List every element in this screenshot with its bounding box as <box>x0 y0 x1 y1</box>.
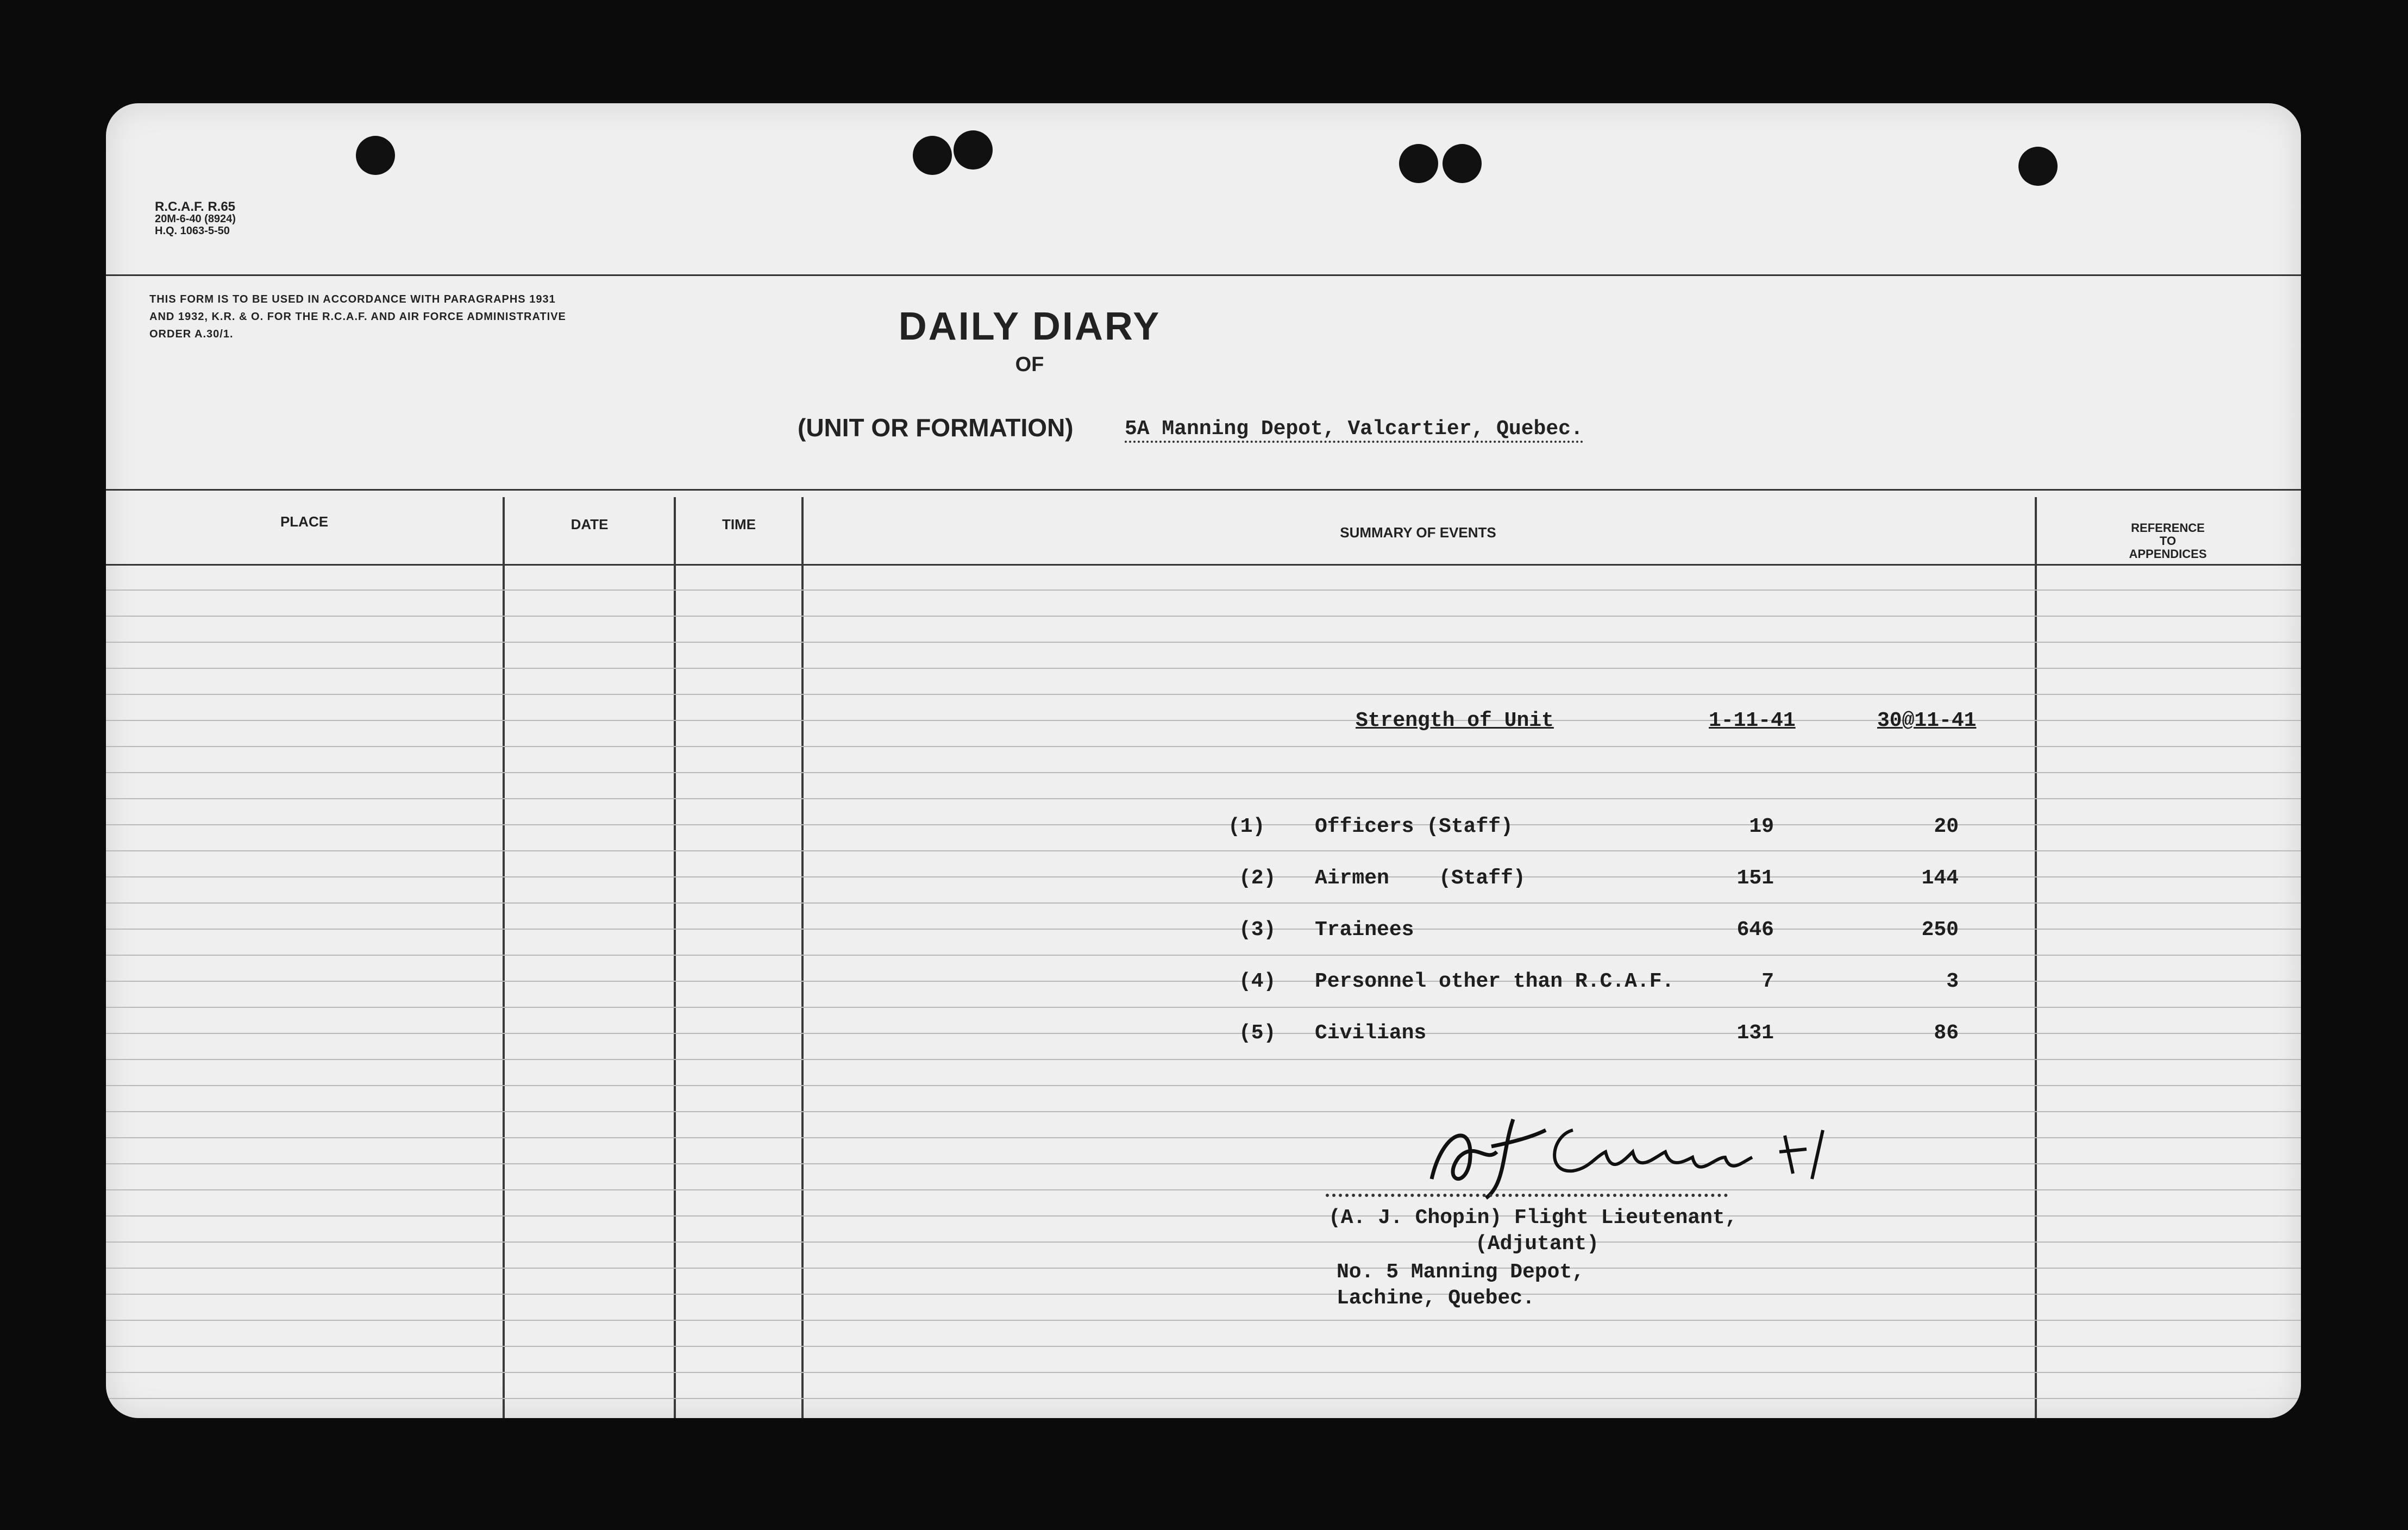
reference-line: TO <box>2159 534 2177 548</box>
column-header-time: TIME <box>722 516 756 532</box>
unit-value: 5A Manning Depot, Valcartier, Quebec. <box>1125 417 1583 443</box>
strength-row-label: Officers (Staff) <box>1315 815 1513 838</box>
strength-row-value-2: 3 <box>1946 970 1959 993</box>
form-code <box>155 201 236 237</box>
ruled-line <box>106 876 2301 877</box>
table-header-rule <box>106 564 2301 566</box>
ruled-line <box>106 902 2301 904</box>
ruled-line <box>106 1268 2301 1269</box>
punch-hole <box>2018 147 2058 186</box>
ruled-line <box>106 1346 2301 1347</box>
strength-row-num: (4) <box>1239 970 1276 993</box>
ruled-line <box>106 798 2301 799</box>
punch-hole <box>1399 144 1438 183</box>
strength-row-num: (3) <box>1239 918 1276 942</box>
strength-row-value-1: 7 <box>1761 970 1774 993</box>
form-title: DAILY DIARY <box>898 305 1161 348</box>
punch-hole <box>954 130 993 170</box>
form-of: OF <box>1015 353 1044 376</box>
diary-form-sheet <box>106 103 2301 1418</box>
ruled-line <box>106 1033 2301 1034</box>
ruled-line <box>106 1215 2301 1217</box>
strength-row-value-1: 151 <box>1736 867 1774 890</box>
ruled-line <box>106 1398 2301 1399</box>
strength-date-1: 1-11-41 <box>1709 709 1796 732</box>
ruled-line <box>106 772 2301 773</box>
form-code-line: 20M-6-40 (8924) <box>155 213 236 225</box>
ruled-line <box>106 694 2301 695</box>
strength-date-2: 30@11-41 <box>1877 709 1977 732</box>
strength-row-label: Civilians <box>1315 1021 1427 1045</box>
strength-row-value-2: 144 <box>1921 867 1959 890</box>
form-code-line: H.Q. 1063-5-50 <box>155 225 230 237</box>
column-header-date: DATE <box>570 516 609 532</box>
strength-row-label: Trainees <box>1315 918 1414 942</box>
column-divider <box>2035 497 2037 1418</box>
strength-row-num: (5) <box>1239 1021 1276 1045</box>
ruled-line <box>106 1007 2301 1008</box>
ruled-line <box>106 1372 2301 1373</box>
ruled-line <box>106 824 2301 825</box>
column-header-summary: SUMMARY OF EVENTS <box>1340 524 1496 541</box>
ruled-line <box>106 955 2301 956</box>
ruled-line <box>106 1111 2301 1112</box>
strength-row-value-2: 250 <box>1921 918 1959 942</box>
ruled-line <box>106 1137 2301 1138</box>
ruled-line <box>106 590 2301 591</box>
strength-row-label: Personnel other than R.C.A.F. <box>1315 970 1675 993</box>
signature-line <box>1326 1194 1728 1197</box>
ruled-line <box>106 1189 2301 1190</box>
signature-location: Lachine, Quebec. <box>1337 1287 1535 1310</box>
ruled-line <box>106 1163 2301 1164</box>
ruled-line <box>106 1294 2301 1295</box>
strength-row-num: (1) <box>1228 815 1265 838</box>
ruled-line <box>106 850 2301 851</box>
ruled-line <box>106 929 2301 930</box>
ruled-line <box>106 1085 2301 1086</box>
unit-label: (UNIT OR FORMATION) <box>798 413 1074 442</box>
signature-name: (A. J. Chopin) Flight Lieutenant, <box>1328 1206 1738 1230</box>
ruled-line <box>106 1241 2301 1243</box>
header-rule <box>106 274 2301 276</box>
strength-row-value-1: 19 <box>1749 815 1774 838</box>
signature-unit: No. 5 Manning Depot, <box>1337 1261 1585 1284</box>
strength-row-value-2: 20 <box>1934 815 1959 838</box>
form-instruction: THIS FORM IS TO BE USED IN ACCORDANCE WITH PARAGRAPHS 1931 AND 1932, K.R. & O. FOR THE R.C.A.F. AND AIR FORCE ADMINISTRATIVE ORDER A.30/1. <box>149 293 566 340</box>
strength-row-value-1: 131 <box>1736 1021 1774 1045</box>
form-code-line: R.C.A.F. R.65 <box>155 199 236 214</box>
reference-line: REFERENCE <box>2131 521 2205 535</box>
strength-row-value-1: 646 <box>1736 918 1774 942</box>
reference-line: APPENDICES <box>2129 547 2207 561</box>
column-divider <box>674 497 676 1418</box>
ruled-line <box>106 1059 2301 1060</box>
punch-hole <box>913 136 952 175</box>
column-header-reference <box>2037 522 2298 561</box>
column-divider <box>503 497 505 1418</box>
ruled-line <box>106 981 2301 982</box>
strength-row-num: (2) <box>1239 867 1276 890</box>
column-header-place: PLACE <box>280 513 329 530</box>
column-divider <box>801 497 804 1418</box>
strength-row-value-2: 86 <box>1934 1021 1959 1045</box>
table-top-rule <box>106 489 2301 491</box>
ruled-line <box>106 1320 2301 1321</box>
strength-row-label: Airmen (Staff) <box>1315 867 1526 890</box>
handwritten-signature <box>1410 1098 1899 1206</box>
signature-role: (Adjutant) <box>1475 1232 1600 1256</box>
punch-hole <box>356 136 395 175</box>
ruled-line <box>106 616 2301 617</box>
ruled-line <box>106 642 2301 643</box>
ruled-line <box>106 746 2301 747</box>
ruled-line <box>106 668 2301 669</box>
punch-hole <box>1443 144 1482 183</box>
strength-heading: Strength of Unit <box>1356 709 1554 732</box>
